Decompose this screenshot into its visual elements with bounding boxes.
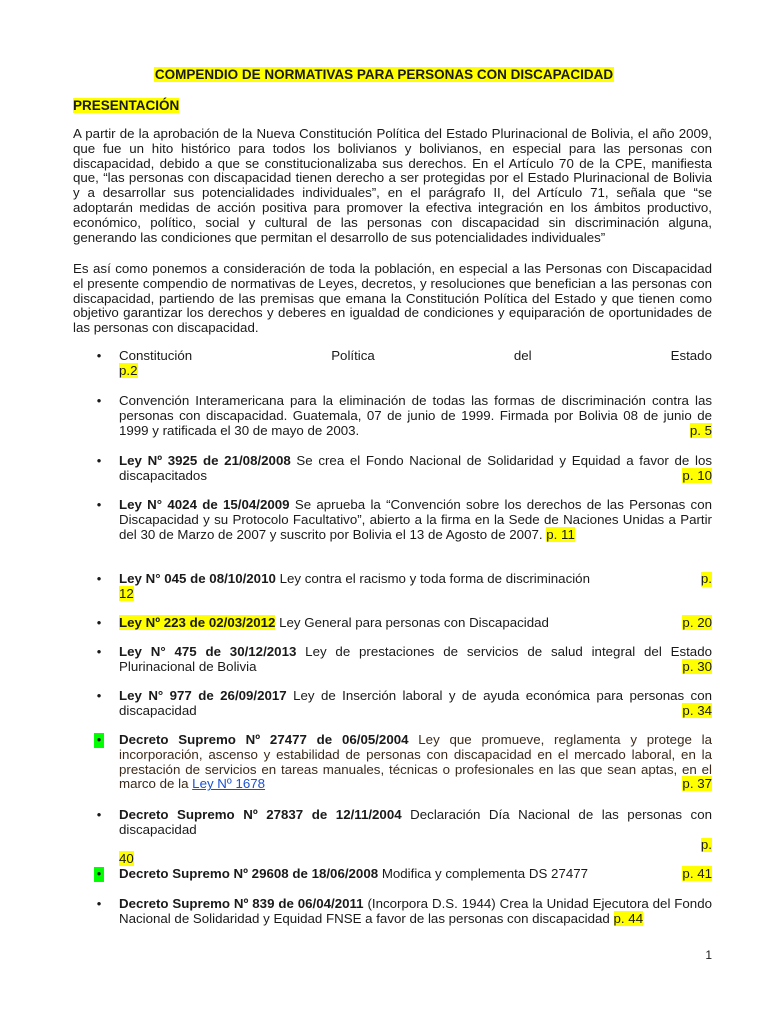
page-reference: p.2 (119, 362, 138, 378)
bullet-icon: • (96, 807, 102, 822)
second-paragraph: Es así como ponemos a consideración de toda la población, en especial a las Personas con Discapacidad el presente compendio de normativas de Leyes, decretos, y resoluciones que benefician a las personas con discapacidad, partiendo de las premisas que emana la Constitución Política del Estado y que tienen como objetivo garantizar los derechos y deberes en igualdad de condiciones y equiparación de oportunidades de las personas con discapacidad. (73, 261, 712, 336)
bullet-icon: • (96, 644, 102, 659)
section-heading: PRESENTACIÓN (73, 98, 180, 113)
page-reference: p. (700, 836, 712, 852)
page-reference: p. (700, 571, 712, 586)
page-reference: p. 5 (689, 422, 712, 438)
list-item: Ley Nº 223 de 02/03/2012 Ley General para personas con Discapacidad p. 20 (119, 615, 712, 630)
page-reference: p. 37 (682, 776, 712, 792)
document-title: COMPENDIO DE NORMATIVAS PARA PERSONAS CON DISCAPACIDAD (154, 67, 614, 82)
list-item: Decreto Supremo Nº 27837 de 12/11/2004 Declaración Día Nacional de las personas con discapacidad p. 40 (119, 807, 712, 867)
intro-paragraph: A partir de la aprobación de la Nueva Constitución Política del Estado Plurinacional de Bolivia, el año 2009, que fue un hito histórico para todos los bolivianos y bolivianos, en especial para las personas con discapacidad, debido a que se constitucionalizaba sus derechos. En el Artículo 70 de la CPE, manifiesta que, “las personas con discapacidad tienen derecho a ser protegidas por el Estado Plurinacional de Bolivia y a desarrollar sus potencialidades individuales”, en el parágrafo II, del Artículo 71, señala que “se adoptarán medidas de acción positiva para promover la efectiva integración en los ámbitos productivo, económico, político, social y cultural de las personas con discapacidad sin discriminación alguna, generando las condiciones que permitan el desarrollo de sus potencialidades individuales” (73, 126, 712, 245)
list-item: Ley Nº 3925 de 21/08/2008 Se crea el Fondo Nacional de Solidaridad y Equidad a favor de los discapacitados p. 10 (119, 453, 712, 483)
list-item: Decreto Supremo Nº 839 de 06/04/2011 (Incorpora D.S. 1944) Crea la Unidad Ejecutora del Fondo Nacional de Solidaridad y Equidad FNSE a favor de las personas con discapacidad p. 44 (119, 896, 712, 926)
bullet-icon: • (94, 867, 104, 882)
page-reference: p. 30 (682, 658, 712, 674)
page-reference: 12 (119, 585, 134, 601)
list-item: Convención Interamericana para la eliminación de todas las formas de discriminación contra las personas con discapacidad. Guatemala, 07 de junio de 1999. Firmada por Bolivia 08 de junio de 1999 y ratificada el 30 de mayo de 2003. p. 5 (119, 393, 712, 438)
bullet-icon: • (96, 348, 102, 363)
list-item: Constitución Política del Estado p.2 (119, 348, 712, 378)
list-item: Decreto Supremo Nº 29608 de 18/06/2008 Modifica y complementa DS 27477 p. 41 (119, 866, 712, 881)
bullet-icon: • (96, 896, 102, 911)
list-item: Ley N° 977 de 26/09/2017 Ley de Inserción laboral y de ayuda económica para personas con discapacidad p. 34 (119, 688, 712, 718)
page-reference: p. 34 (682, 702, 712, 718)
list-item: Ley N° 4024 de 15/04/2009 Se aprueba la “Convención sobre los derechos de las Personas con Discapacidad y su Protocolo Facultativo”, abierto a la firma en la Sede de Naciones Unidas a Partir del 30 de Marzo de 2007 y suscrito por Bolivia el 13 de Agosto de 2007. p. 11 (119, 497, 712, 542)
list-item: Decreto Supremo Nº 27477 de 06/05/2004 Ley que promueve, reglamenta y protege la incorporación, ascenso y estabilidad de personas con discapacidad en el mercado laboral, en la prestación de servicios en tareas manuales, técnicas o profesionales en las que sean aptas, en el marco de la Ley Nº 1678 p. 37 (119, 732, 712, 792)
bullet-icon: • (96, 615, 102, 630)
list-item: Ley N° 475 de 30/12/2013 Ley de prestaciones de servicios de salud integral del Estado Plurinacional de Bolivia p. 30 (119, 644, 712, 674)
bullet-icon: • (96, 453, 102, 468)
page-reference: 40 (119, 851, 134, 867)
list-item: Ley N° 045 de 08/10/2010 Ley contra el racismo y toda forma de discriminación p. 12 (119, 571, 712, 601)
bullet-icon: • (96, 393, 102, 408)
bullet-icon: • (96, 571, 102, 586)
bullet-icon: • (96, 688, 102, 703)
page-reference: p. 10 (682, 467, 712, 483)
page-reference: p. 11 (546, 526, 575, 542)
bullet-icon: • (94, 733, 104, 748)
law-1678-link[interactable]: Ley Nº 1678 (192, 776, 266, 792)
page-number: 1 (705, 948, 712, 962)
page-reference: p. 20 (682, 615, 712, 630)
bullet-icon: • (96, 497, 102, 512)
page-reference: p. 44 (613, 910, 644, 926)
page-reference: p. 41 (682, 866, 712, 881)
